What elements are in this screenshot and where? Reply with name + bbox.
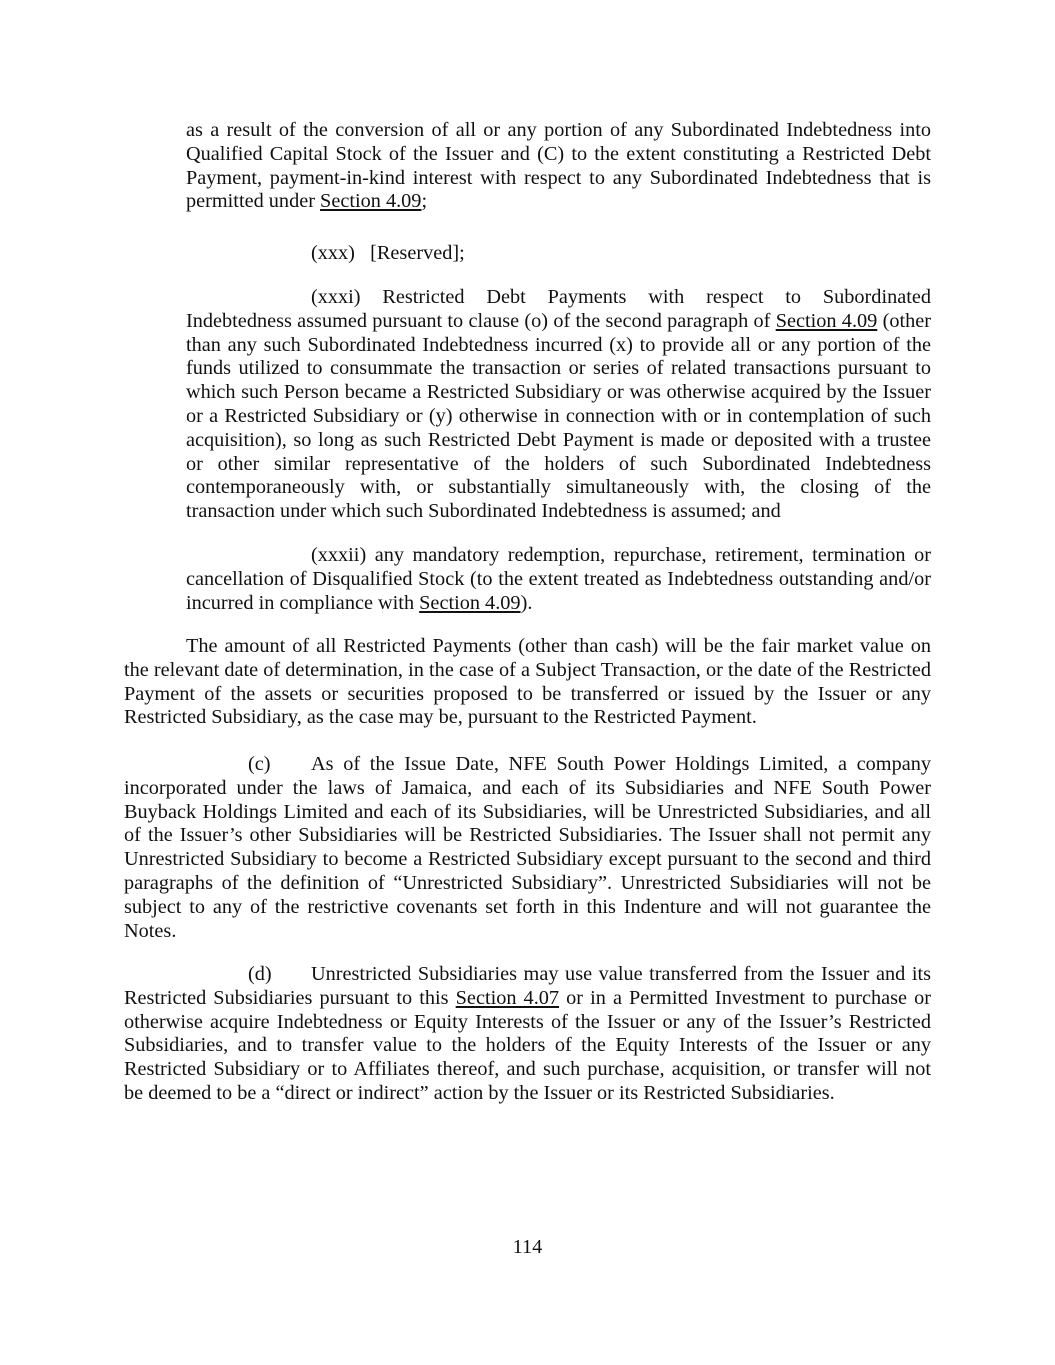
text-segment: or in a Permitted Investment to purchase or (559, 986, 932, 1009)
text-line (186, 591, 931, 615)
text-segment: Indebtedness assumed pursuant to clause (o) of the second paragraph of (186, 309, 776, 332)
text-line (124, 895, 931, 919)
text-line (124, 1010, 931, 1034)
text-segment: or a Restricted Subsidiary or (y) otherwise in connection with or in contemplation of such (186, 405, 931, 427)
text-line (186, 118, 931, 142)
text-line (186, 567, 931, 591)
text-line (124, 919, 931, 943)
text-line (186, 189, 931, 213)
text-line (124, 1057, 931, 1081)
text-segment: contemporaneously with, or substantially simultaneously with, the closing of the (186, 476, 931, 499)
section-reference-link[interactable]: Section 4.09 (775, 309, 878, 332)
text-segment: Unrestricted Subsidiary to become a Restricted Subsidiary except pursuant to the second and third (124, 848, 931, 871)
text-segment: As of the Issue Date, NFE South Power Holdings Limited, a company (311, 753, 931, 775)
text-line (186, 404, 931, 428)
section-reference-link[interactable]: Section 4.07 (455, 986, 560, 1009)
text-segment: (other (877, 309, 931, 332)
text-line (124, 847, 931, 871)
text-segment: otherwise acquire Indebtedness or Equity Interests of the Issuer or any of the Issuer’s Restricted (124, 1010, 931, 1033)
text-segment: Restricted Subsidiary, as the case may be, pursuant to the Restricted Payment. (124, 706, 757, 729)
text-segment: which such Person became a Restricted Subsidiary or was otherwise acquired by the Issuer (186, 381, 931, 404)
text-segment: Restricted Subsidiaries pursuant to this (124, 986, 456, 1009)
text-line (186, 142, 931, 166)
text-segment: or other similar representative of the holders of such Subordinated Indebtedness (186, 452, 931, 475)
text-segment: of the Issuer’s other Subsidiaries will be Restricted Subsidiaries. The Issuer shall not permit any (124, 824, 931, 847)
text-segment: acquisition), so long as such Restricted Debt Payment is made or deposited with a trustee (186, 428, 931, 451)
text-line (186, 356, 931, 380)
text-line (186, 380, 931, 404)
text-segment: Qualified Capital Stock of the Issuer and (C) to the extent constituting a Restricted Debt (186, 142, 931, 165)
text-line (186, 475, 931, 499)
text-segment: Subsidiaries, and to transfer value to the holders of the Equity Interests of the Issuer or any (124, 1034, 931, 1057)
text-segment: as a result of the conversion of all or any portion of any Subordinated Indebtedness into (186, 119, 931, 141)
text-segment: the relevant date of determination, in the case of a Subject Transaction, or the date of the Restricted (124, 658, 931, 681)
text-line (311, 543, 931, 567)
text-segment: ). (520, 591, 533, 614)
text-segment: incurred in compliance with (186, 591, 420, 614)
text-segment: incorporated under the laws of Jamaica, and each of its Subsidiaries and NFE South Power (124, 776, 931, 799)
text-segment: Restricted Subsidiary or to Affiliates thereof, and such purchase, acquisition, or transfer will not (124, 1058, 931, 1081)
text-line (186, 428, 931, 452)
text-segment: permitted under (186, 190, 321, 213)
text-line (124, 705, 931, 729)
text-segment: Payment, payment-in-kind interest with respect to any Subordinated Indebtedness that is (186, 166, 931, 189)
text-segment: transaction under which such Subordinated Indebtedness is assumed; and (186, 500, 781, 523)
text-line (124, 682, 931, 706)
text-segment: subject to any of the restrictive covenants set forth in this Indenture and will not guarantee the (124, 895, 931, 918)
text-segment: (xxxii) any mandatory redemption, repurchase, retirement, termination or (311, 544, 931, 566)
text-line (124, 658, 931, 682)
clause-label: (d) (248, 963, 272, 985)
text-segment: be deemed to be a “direct or indirect” action by the Issuer or its Restricted Subsidiaries. (124, 1082, 835, 1104)
text-line (124, 1081, 931, 1105)
page-number: 114 (512, 1236, 543, 1258)
text-line (311, 752, 931, 776)
text-line (186, 634, 931, 658)
text-segment: cancellation of Disqualified Stock (to the extent treated as Indebtedness outstanding and/or (186, 567, 931, 590)
text-line (186, 309, 931, 333)
text-segment: Notes. (124, 919, 177, 942)
section-reference-link[interactable]: Section 4.09 (419, 591, 521, 614)
text-line (311, 285, 931, 309)
text-segment: The amount of all Restricted Payments (other than cash) will be the fair market value on (186, 635, 931, 657)
text-segment: (xxx) [Reserved]; (311, 242, 465, 264)
text-segment: funds utilized to consummate the transaction or series of related transactions pursuant to (186, 357, 931, 380)
text-segment: (xxxi) Restricted Debt Payments with respect to Subordinated (311, 286, 931, 308)
text-line (311, 962, 931, 986)
text-segment: paragraphs of the definition of “Unrestricted Subsidiary”. Unrestricted Subsidiaries will not be (124, 872, 931, 894)
text-segment: than any such Subordinated Indebtedness incurred (x) to provide all or any portion of the (186, 333, 931, 356)
text-line (124, 776, 931, 800)
text-segment: Unrestricted Subsidiaries may use value transferred from the Issuer and its (311, 963, 931, 985)
text-line (124, 986, 931, 1010)
text-line (186, 333, 931, 357)
text-line (186, 166, 931, 190)
section-reference-link[interactable]: Section 4.09 (320, 190, 422, 213)
text-line (186, 452, 931, 476)
text-line (124, 823, 931, 847)
text-line (311, 241, 931, 265)
text-line (124, 1033, 931, 1057)
text-segment: ; (421, 190, 428, 213)
clause-label: (c) (248, 753, 271, 775)
text-segment: Buyback Holdings Limited and each of its Subsidiaries, will be Unrestricted Subsidiaries, and all (124, 800, 931, 823)
text-segment: Payment of the assets or securities proposed to be transferred or issued by the Issuer or any (124, 682, 931, 705)
text-line (124, 871, 931, 895)
text-line (124, 800, 931, 824)
text-line (186, 499, 931, 523)
